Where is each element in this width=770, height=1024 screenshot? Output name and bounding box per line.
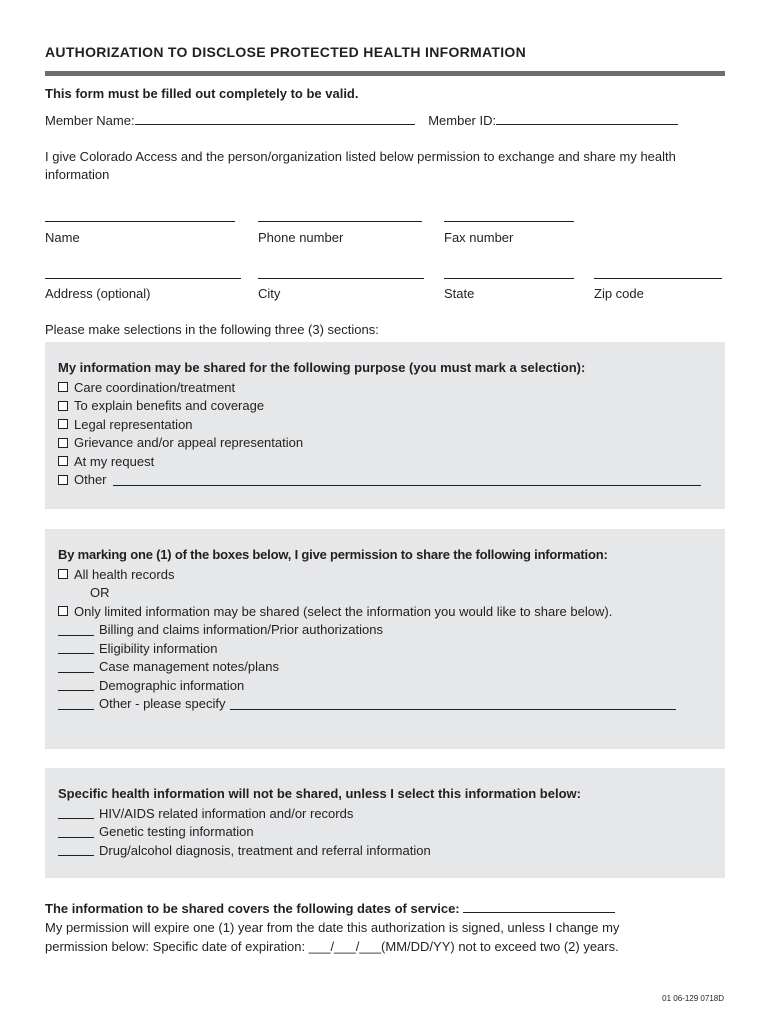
address-field[interactable]	[45, 278, 241, 279]
expiration-line-2: permission below: Specific date of expiration: ___/___/___(MM/DD/YY) not to exceed two (2) years.	[45, 939, 619, 954]
expiration-line-1: My permission will expire one (1) year from the date this authorization is signed, unless I change my	[45, 920, 620, 935]
city-field[interactable]	[258, 278, 424, 279]
specific-item[interactable]: Genetic testing information	[58, 823, 725, 842]
form-code: 01 06-129 0718D	[662, 994, 724, 1003]
share-item[interactable]: Eligibility information	[58, 639, 725, 658]
specific-panel	[45, 768, 725, 878]
fax-field[interactable]	[444, 221, 574, 222]
share-panel	[45, 529, 725, 749]
dates-row	[45, 900, 615, 918]
purpose-option[interactable]: Grievance and/or appeal representation	[58, 434, 725, 453]
consent-text: I give Colorado Access and the person/organization listed below permission to exchange and share my health information	[45, 149, 676, 182]
blank-field[interactable]	[58, 844, 94, 856]
zip-label: Zip code	[594, 286, 644, 301]
member-id-field[interactable]	[496, 112, 678, 125]
form-title: AUTHORIZATION TO DISCLOSE PROTECTED HEALTH INFORMATION	[45, 44, 527, 60]
sections-intro: Please make selections in the following three (3) sections:	[45, 322, 379, 337]
blank-field[interactable]	[58, 826, 94, 838]
phone-label: Phone number	[258, 230, 344, 245]
phone-field[interactable]	[258, 221, 422, 222]
member-name-field[interactable]	[135, 112, 415, 125]
limited-option[interactable]: Only limited information may be shared (select the information you would like to share below).	[58, 602, 725, 621]
share-item[interactable]: Demographic information	[58, 676, 725, 695]
specific-item[interactable]: HIV/AIDS related information and/or records	[58, 804, 725, 823]
city-label: City	[258, 286, 281, 301]
checkbox[interactable]	[58, 475, 68, 485]
checkbox[interactable]	[58, 419, 68, 429]
purpose-option-other[interactable]: Other	[58, 471, 725, 490]
member-name-label: Member Name:	[45, 113, 135, 128]
fax-label: Fax number	[444, 230, 514, 245]
instruction-text: This form must be filled out completely to be valid.	[45, 86, 359, 101]
name-label: Name	[45, 230, 80, 245]
member-id-label: Member ID:	[428, 113, 497, 128]
blank-field[interactable]	[58, 661, 94, 673]
state-label: State	[444, 286, 475, 301]
purpose-panel	[45, 342, 725, 509]
blank-field[interactable]	[58, 807, 94, 819]
blank-field[interactable]	[58, 642, 94, 654]
checkbox[interactable]	[58, 456, 68, 466]
purpose-option[interactable]: To explain benefits and coverage	[58, 397, 725, 416]
checkbox[interactable]	[58, 606, 68, 616]
specific-item[interactable]: Drug/alcohol diagnosis, treatment and referral information	[58, 841, 725, 860]
name-field[interactable]	[45, 221, 235, 222]
purpose-option[interactable]: At my request	[58, 452, 725, 471]
purpose-option[interactable]: Care coordination/treatment	[58, 378, 725, 397]
purpose-heading: My information may be shared for the following purpose (you must mark a selection):	[58, 360, 586, 375]
blank-field[interactable]	[58, 624, 94, 636]
title-rule	[45, 71, 725, 76]
state-field[interactable]	[444, 278, 574, 279]
share-item[interactable]: Case management notes/plans	[58, 658, 725, 677]
share-item[interactable]: Billing and claims information/Prior authorizations	[58, 621, 725, 640]
checkbox[interactable]	[58, 569, 68, 579]
blank-field[interactable]	[58, 679, 94, 691]
all-records-option[interactable]: All health records	[58, 565, 725, 584]
or-text: OR	[90, 585, 110, 601]
blank-field[interactable]	[58, 698, 94, 710]
member-row	[45, 112, 725, 130]
other-specify-field[interactable]	[230, 697, 676, 710]
share-heading: By marking one (1) of the boxes below, I give permission to share the following information:	[58, 547, 608, 562]
share-item-other[interactable]: Other - please specify	[58, 695, 725, 714]
zip-field[interactable]	[594, 278, 722, 279]
specific-heading: Specific health information will not be shared, unless I select this information below:	[58, 786, 581, 801]
dates-field[interactable]	[463, 900, 615, 913]
dates-label: The information to be shared covers the following dates of service:	[45, 901, 460, 916]
checkbox[interactable]	[58, 401, 68, 411]
checkbox[interactable]	[58, 382, 68, 392]
checkbox[interactable]	[58, 438, 68, 448]
address-label: Address (optional)	[45, 286, 151, 301]
purpose-option[interactable]: Legal representation	[58, 415, 725, 434]
expiration-date-field[interactable]: ___/___/___	[308, 939, 382, 954]
other-purpose-field[interactable]	[113, 473, 701, 486]
